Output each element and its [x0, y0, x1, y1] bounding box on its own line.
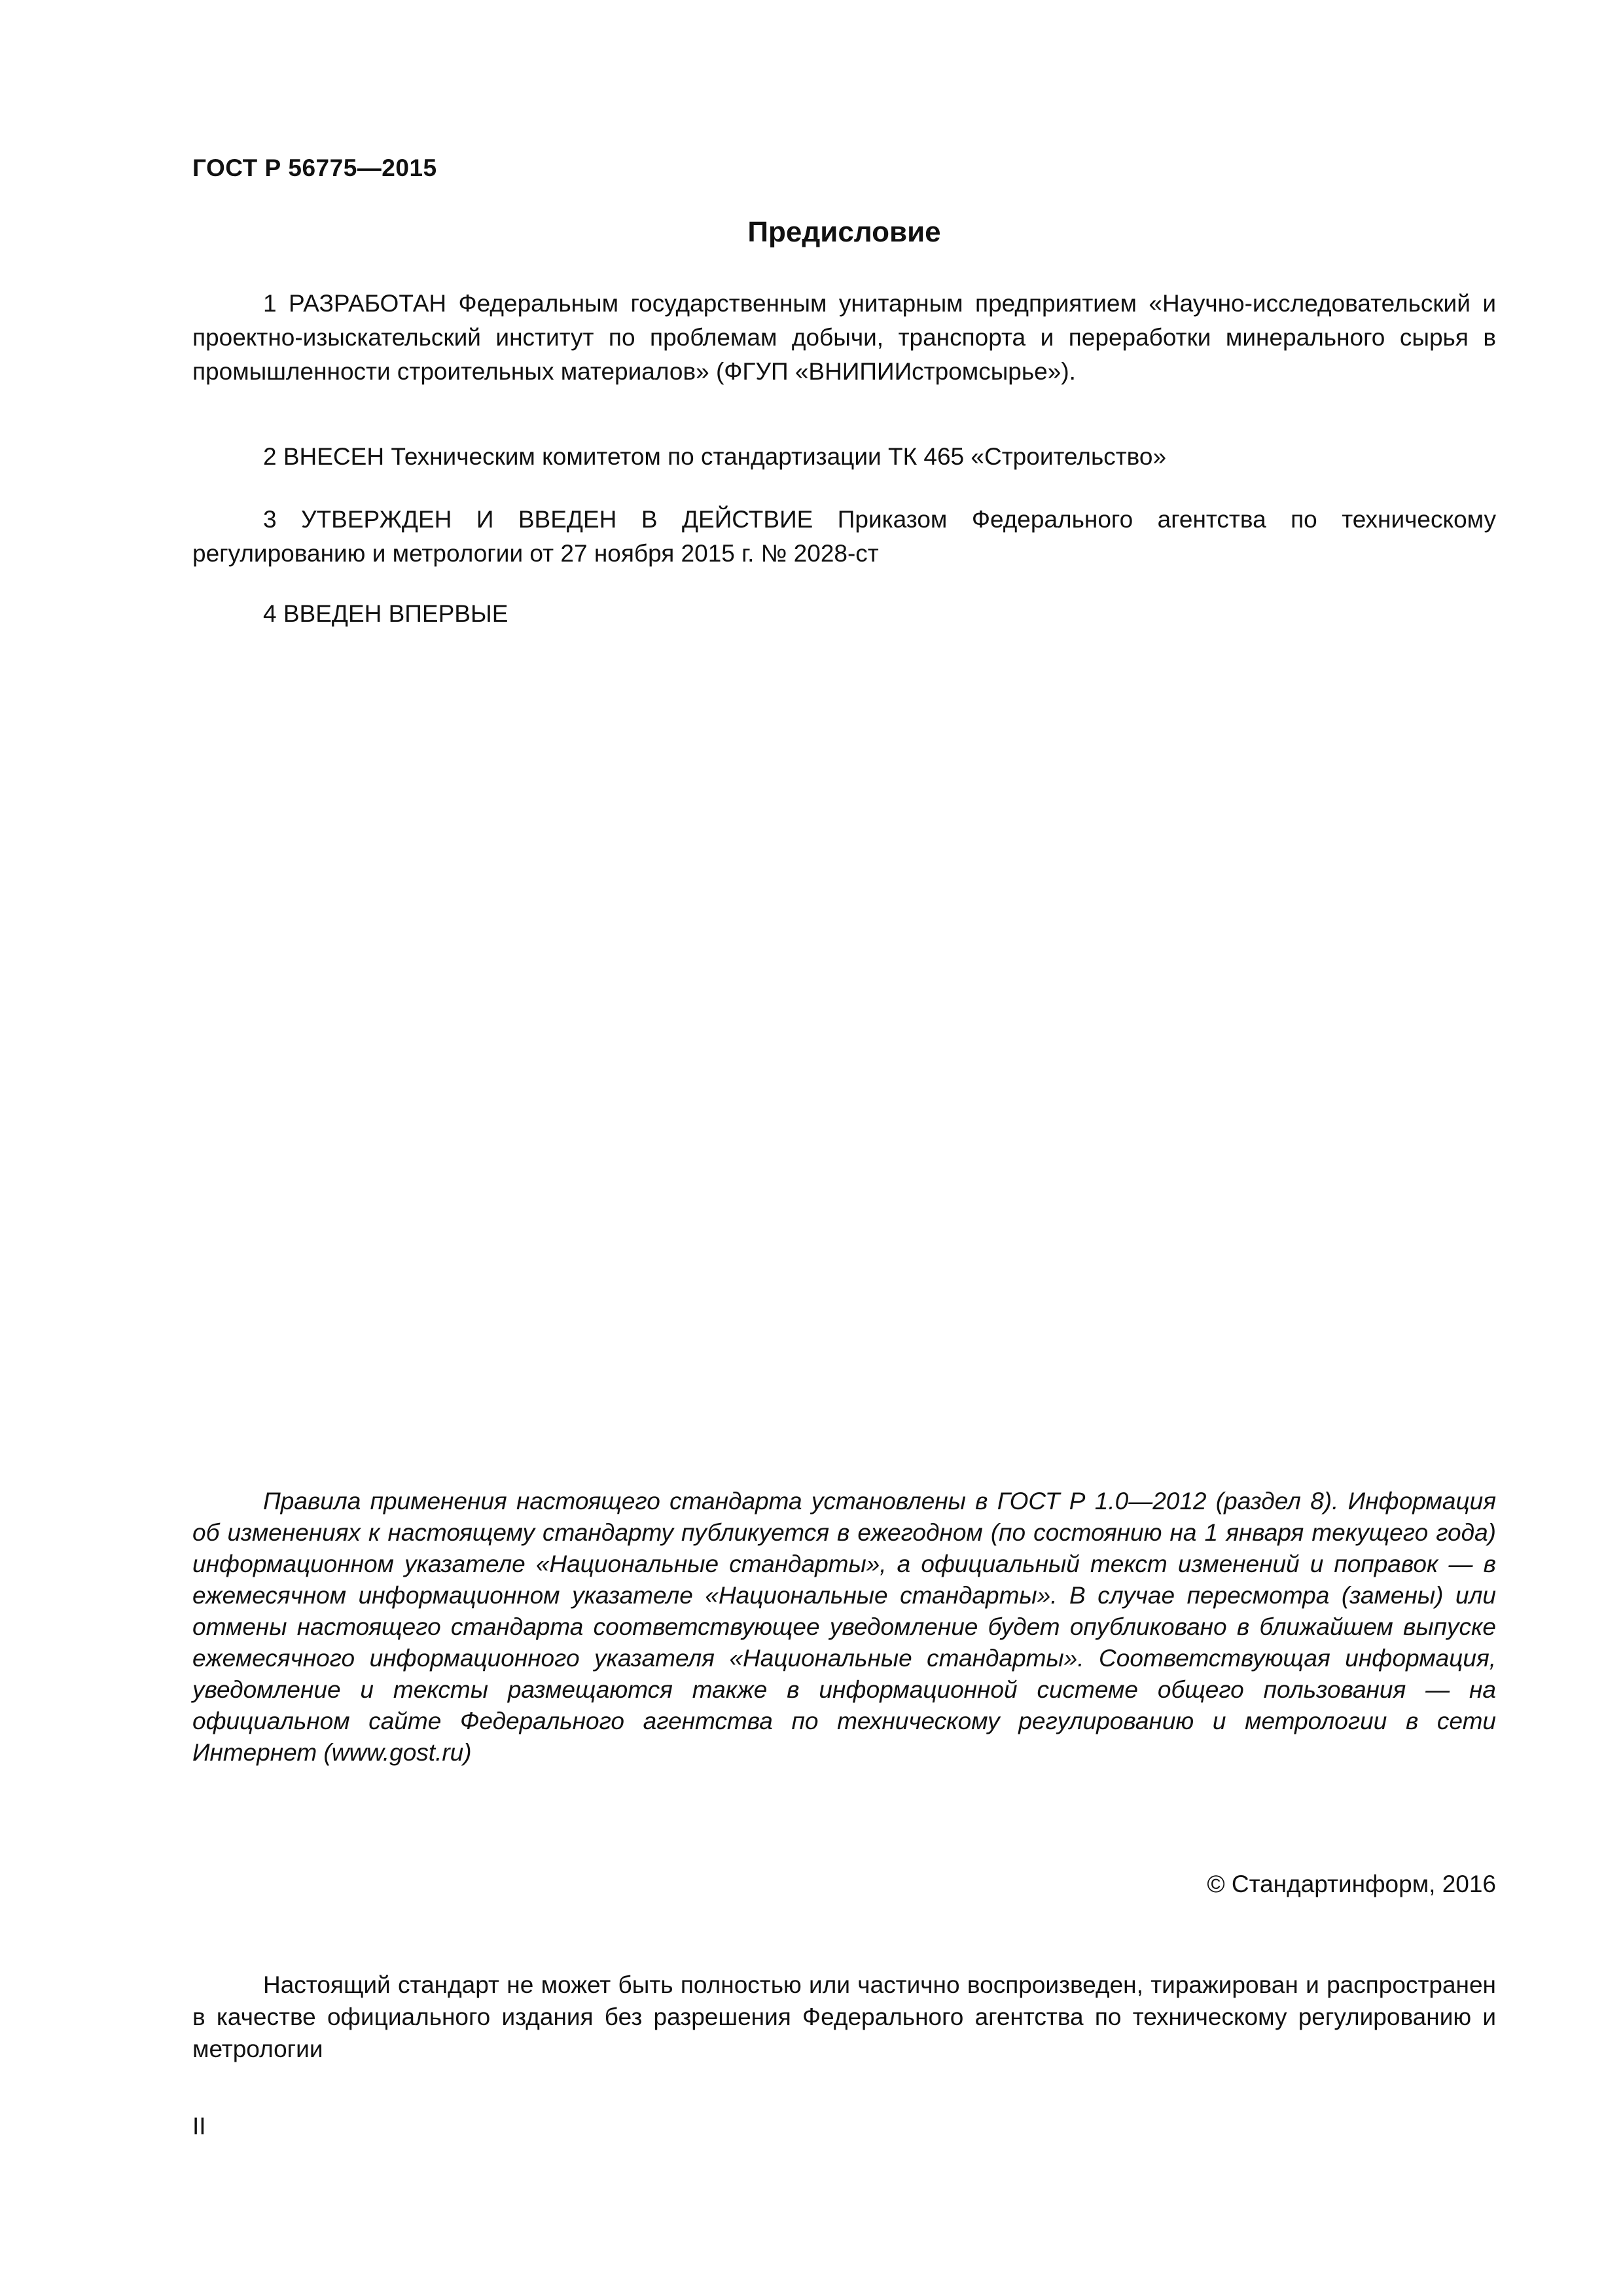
page-number: II — [192, 2113, 206, 2140]
foreword-paragraph-2: 2 ВНЕСЕН Техническим комитетом по стандартизации ТК 465 «Строительство» — [263, 443, 1167, 470]
foreword-paragraph-4: 4 ВВЕДЕН ВПЕРВЫЕ — [263, 600, 508, 627]
application-rules-notice: Правила применения настоящего стандарта установлены в ГОСТ Р 1.0—2012 (раздел 8). Информация об изменениях к настоящему стандарту публикуется в ежегодном (по состоянию на 1 января текущего года) информационном указателе «Национальные стандарты», а официальный текст изменений и поправок — в ежемесячном информационном указателе «Национальные стандарты». В случае пересмотра (замены) или отмены настоящего стандарта соответствующее уведомление будет опубликовано в ближайшем выпуске ежемесячного информационного указателя «Национальные стандарты». Соответствующая информация, уведомление и тексты размещаются также в информационной системе общего пользования — на официальном сайте Федерального агентства по техническому регулированию и метрологии в сети Интернет (www.gost.ru) — [192, 1488, 1496, 1766]
foreword-paragraph-3: 3 УТВЕРЖДЕН И ВВЕДЕН В ДЕЙСТВИЕ Приказом Федерального агентства по техническому регулированию и метрологии от 27 ноября 2015 г. № 2028-ст — [192, 506, 1496, 567]
reproduction-restriction: Настоящий стандарт не может быть полностью или частично воспроизведен, тиражирован и распространен в качестве официального издания без разрешения Федерального агентства по техническому регулированию и метрологии — [192, 1971, 1496, 2062]
copyright-line: © Стандартинформ, 2016 — [1207, 1871, 1496, 1897]
standard-code: ГОСТ Р 56775—2015 — [192, 154, 437, 181]
page-title: Предисловие — [747, 216, 941, 248]
foreword-paragraph-1: 1 РАЗРАБОТАН Федеральным государственным унитарным предприятием «Научно-исследовательский и проектно-изыскательский институт по проблемам добычи, транспорта и переработки минерального сырья в промышленности строительных материалов» (ФГУП «ВНИПИИстромсырье»). — [192, 290, 1496, 385]
